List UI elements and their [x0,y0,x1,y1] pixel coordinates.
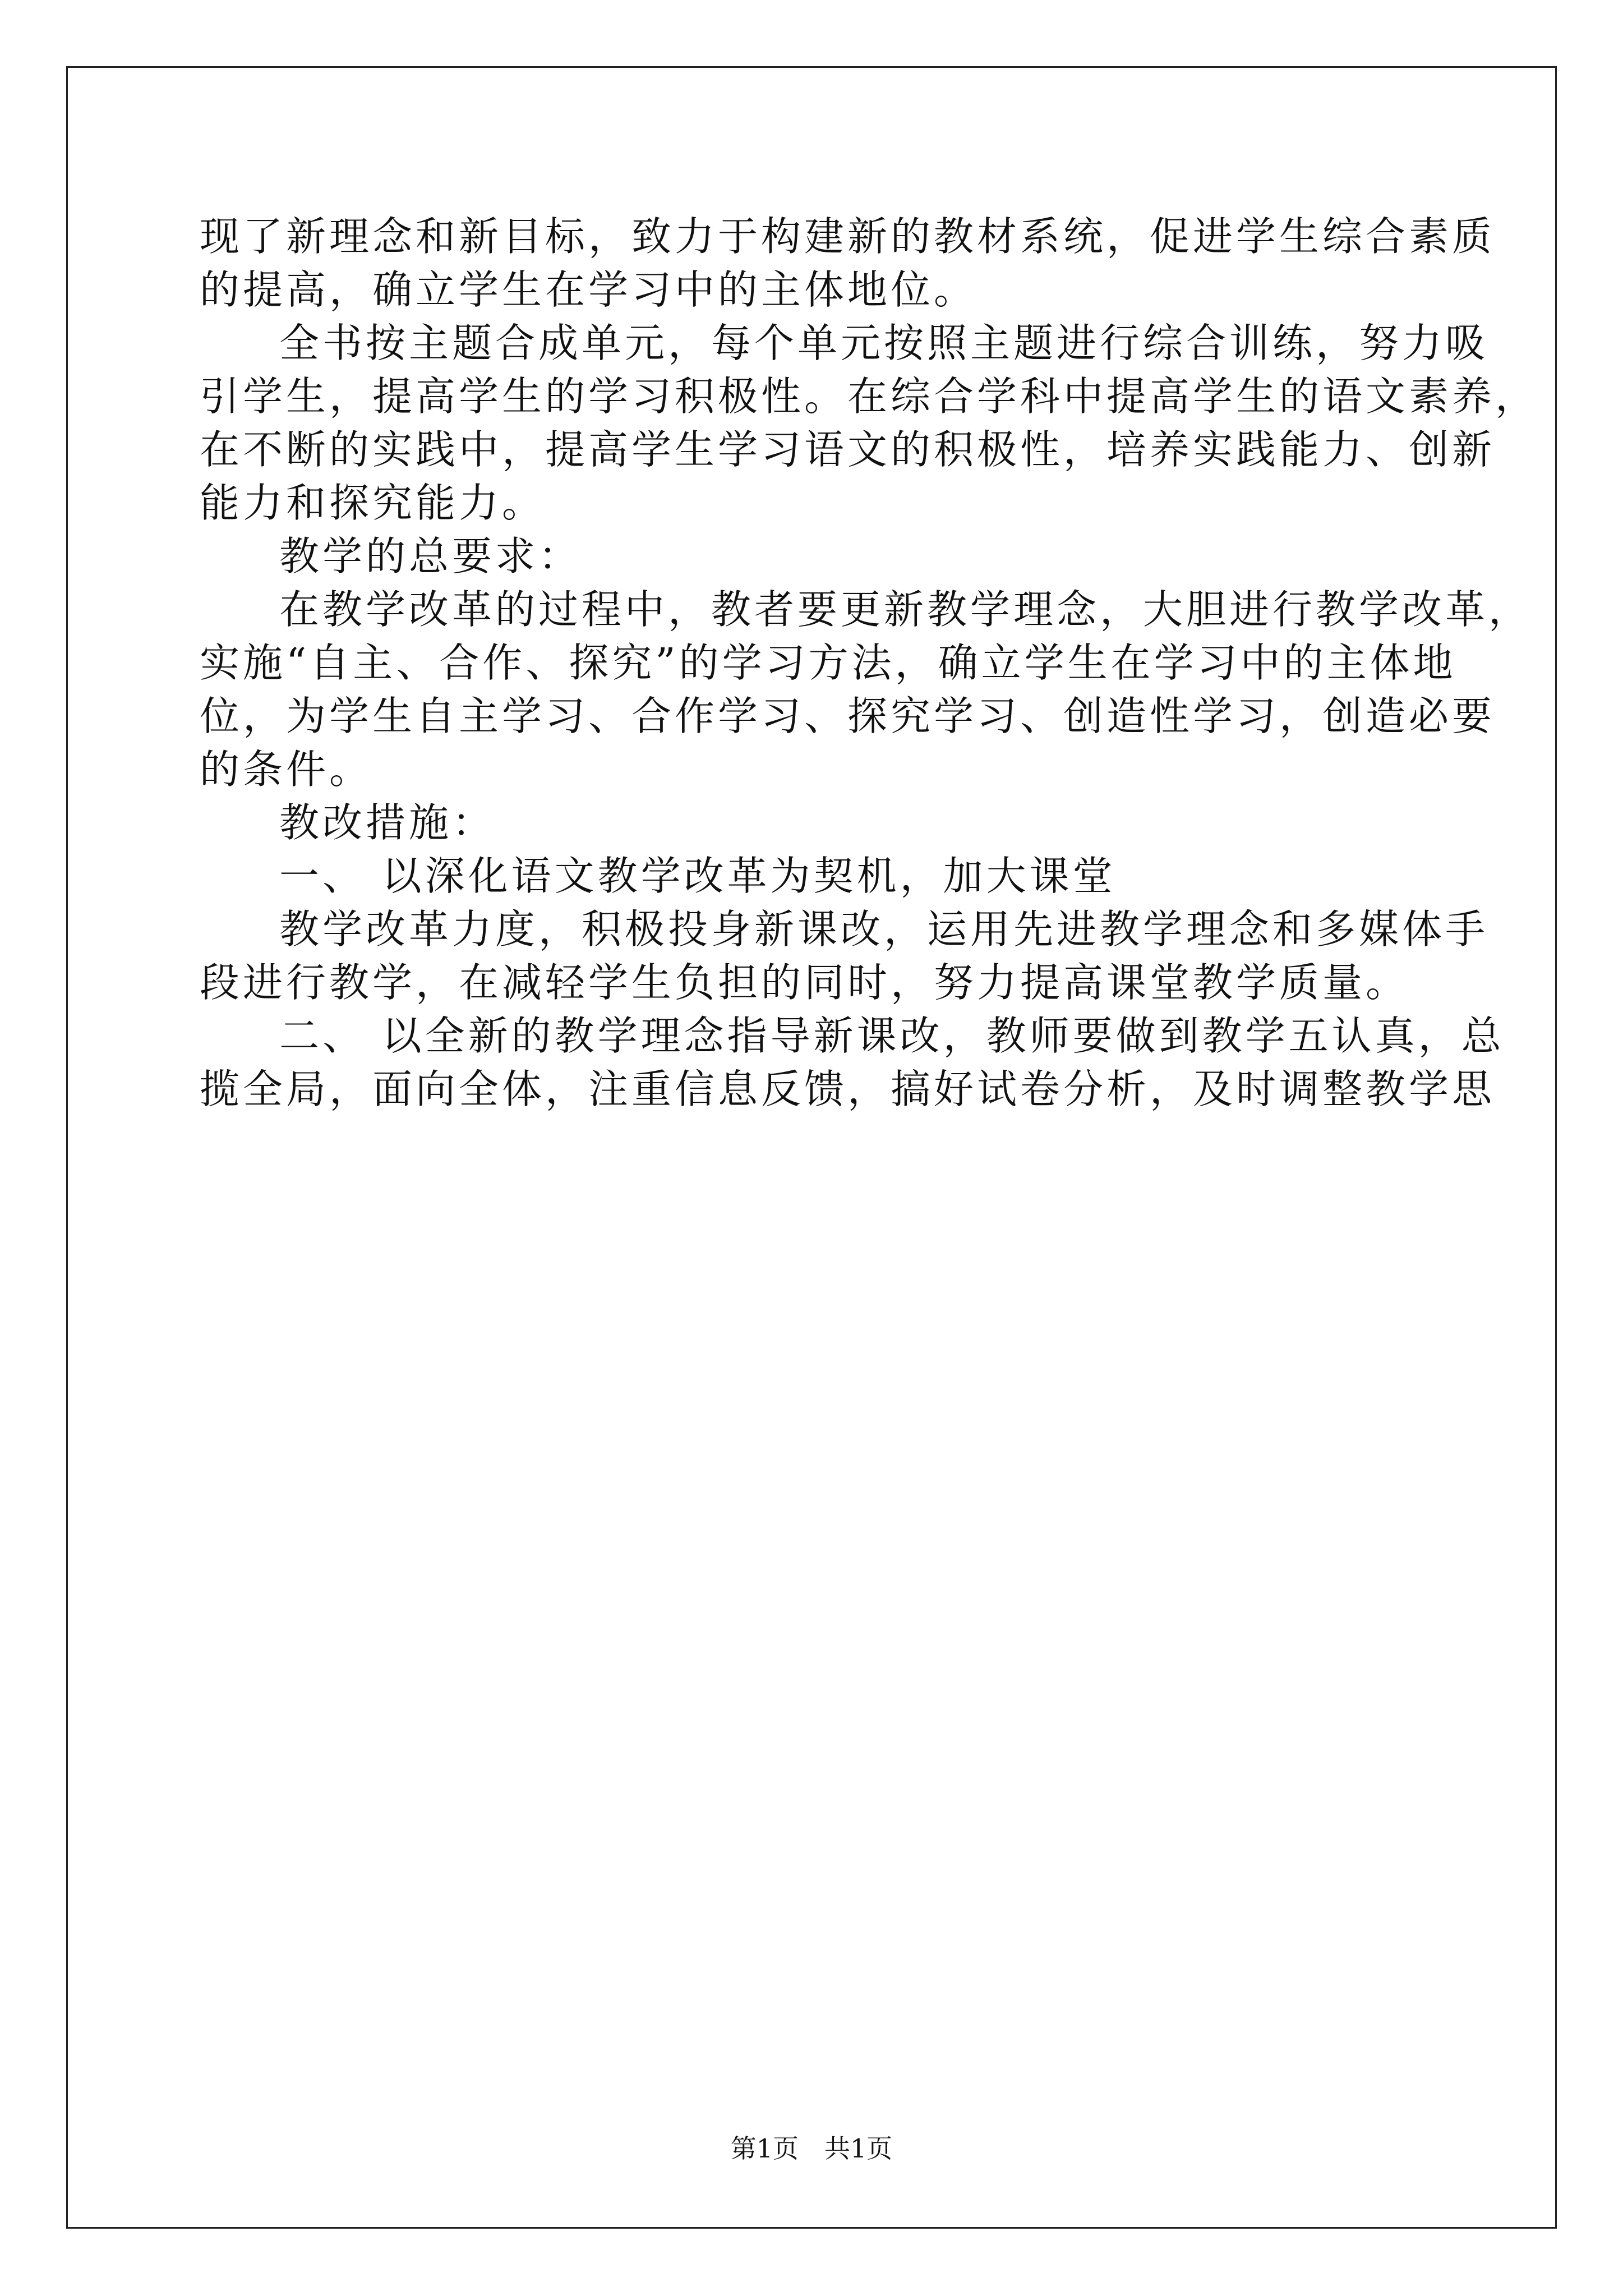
text-line: 的条件。 [200,746,373,793]
text-line: 实施“自主、合作、探究”的学习方法，确立学生在学习中的主体地 [200,639,1456,686]
text-line: 能力和探究能力。 [200,480,546,526]
text-line: 的提高，确立学生在学习中的主体地位。 [200,266,978,313]
paragraph-start: 教学改革力度，积极投身新课改，运用先进教学理念和多媒体手 [279,906,1489,953]
list-item-heading: 一、 以深化语文教学改革为契机，加大课堂 [279,853,1116,899]
text-line: 揽全局，面向全体，注重信息反馈，搞好试卷分析，及时调整教学思 [200,1066,1496,1112]
section-heading: 教改措施： [279,799,496,846]
paragraph-start: 在教学改革的过程中，教者要更新教学理念，大胆进行教学改革， [279,586,1532,633]
page-number-footer: 第1页 共1页 [730,2133,893,2164]
text-line: 段进行教学，在减轻学生负担的同时，努力提高课堂教学质量。 [200,959,1409,1006]
list-item-heading: 二、 以全新的教学理念指导新课改，教师要做到教学五认真，总 [279,1013,1505,1059]
text-line: 引学生，提高学生的学习积极性。在综合学科中提高学生的语文素养， [200,373,1539,420]
paragraph-start: 全书按主题合成单元，每个单元按照主题进行综合训练，努力吸 [279,320,1489,366]
section-heading: 教学的总要求： [279,533,582,579]
text-line: 位，为学生自主学习、合作学习、探究学习、创造性学习，创造必要 [200,693,1496,739]
text-line: 现了新理念和新目标，致力于构建新的教材系统，促进学生综合素质 [200,213,1496,260]
text-line: 在不断的实践中，提高学生学习语文的积极性，培养实践能力、创新 [200,426,1496,473]
